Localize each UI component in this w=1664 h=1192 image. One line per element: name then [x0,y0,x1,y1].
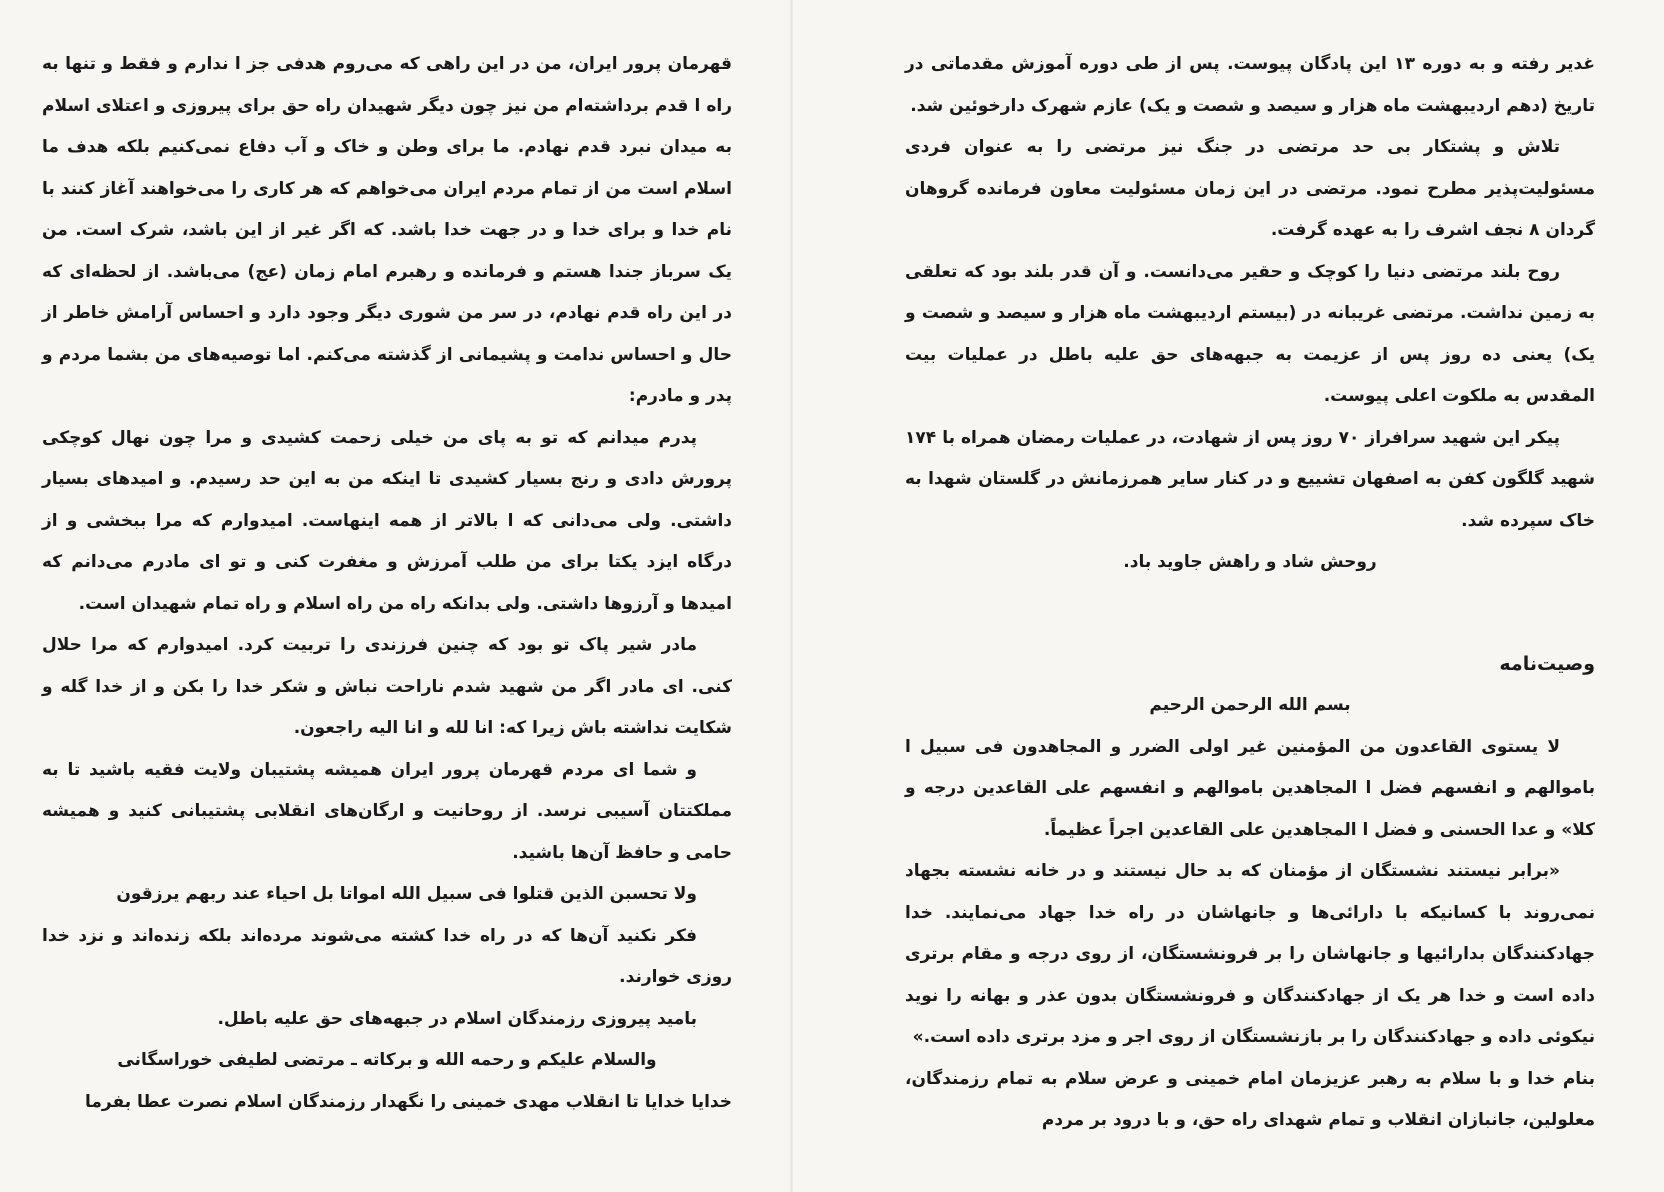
right-paragraph-1: غدیر رفته و به دوره ۱۳ این پادگان پیوست. پس از طی دوره آموزش مقدماتی در تاریخ (دهم اردیبهشت ماه هزار و سیصد و شصت و یک) عازم شهرک دارخوئین شد. [905,54,1595,116]
left-paragraph-2: پدرم میدانم که تو به پای من خیلی زحمت کشیدی و مرا چون نهال کوچکی پرورش دادی و رنج بسیار کشیدی تا اینکه من به این حد رسیدم. و امیدهای بسیار داشتی. ولی می‌دانی که ا بالاتر از همه اینهاست. امیدوارم که مرا ببخشی و از درگاه ایزد یکتا برای من طلب آمرزش و مغفرت کنی و تو ای مادرم می‌دانم که امیدها و آرزوها داشتی. ولی بدانکه راه من راه اسلام و راه تمام شهیدان است. [42,427,732,614]
signature-line: والسلام عليكم و رحمه الله و بركاته ـ مرتضی لطیفی خوراسگانی [117,1050,657,1070]
page-fold [790,0,793,1192]
quran-verse-2-arabic: ولا تحسبن الذين قتلوا فى سبيل الله امواتا بل احياء عند ربهم يرزقون [116,884,697,904]
left-paragraph-4: و شما ای مردم قهرمان پرور ایران همیشه پشتیبان ولایت فقیه باشید تا به مملکتتان آسیبی نرسد. از روحانیت و ارگان‌های انقلابی پشتیبانی کنید و همیشه حامی و حافظ آن‌ها باشید. [42,759,732,863]
bismillah: بسم الله الرحمن الرحيم [1149,695,1351,715]
left-paragraph-1: قهرمان پرور ایران، من در این راهی که می‌روم هدفی جز ا ندارم و فقط و تنها به راه ا قدم برداشته‌ام من نیز چون دیگر شهیدان راه حق برای پیروزی و اعتلای اسلام به میدان نبرد قدم نهادم. ما برای وطن و خاک و آب دفاع نمی‌کنیم بلکه هدف ما اسلام است من از تمام مردم ایران می‌خواهم که هر کاری را می‌خواهند آغاز کنند با نام خدا و برای خدا و در جهت خدا باشد. که اگر غیر از این باشد، شرک است. من یک سرباز جندا هستم و فرمانده و رهبرم امام زمان (عج) می‌باشد. از لحظه‌ای که در این راه قدم نهادم، در سر من شوری دیگر وجود دارد و احساس آرامش خاطر از حال و احساس ندامت و پشیمانی از گذشته می‌کنم. اما توصیه‌های من بشما مردم و پدر و مادرم: [42,54,732,406]
right-page [905,44,1595,1142]
quran-verse-arabic: لا يستوى القاعدون من المؤمنين غير اولى الضرر و المجاهدون فى سبيل ا باموالهم و انفسهم فضل ا المجاهدين باموالهم و انفسهم على القاعدين درجه و كلا» و عدا الحسنى و فضل ا المجاهدين على القاعدين اجراً عظيماً. [905,736,1595,840]
will-heading: وصیت‌نامه [1499,652,1595,675]
right-paragraph-8: بنام خدا و با سلام به رهبر عزیزمان امام خمینی و عرض سلام به تمام رزمندگان، معلولین، جانبازان انقلاب و تمام شهدای راه حق، و با درود بر مردم [905,1068,1595,1130]
quran-verse-translation: «برابر نیستند نشستگان از مؤمنان که بد حال نیستند و در خانه نشسته بجهاد نمی‌روند با کسانیکه با دارائی‌ها و جانهاشان در راه خدا جهاد می‌نمایند. خدا جهادکنندگان بدارائیها و جانهاشان را بر فرونشستگان، از روی درجه و مقام برتری داده است و خدا هر یک از جهادکنندگان و فرونشستگان بدون عذر و بهانه را نوید نیکوئی داده و جهادکنندگان را بر بازنشستگان از روی اجر و مزد برتری داده است.» [905,861,1595,1047]
quran-verse-2-translation: فکر نکنید آن‌ها که در راه خدا کشته می‌شوند مرده‌اند بلکه زنده‌اند و نزد خدا روزی خوارند. [42,925,732,987]
left-paragraph-3: مادر شیر پاک تو بود که چنین فرزندی را تربیت کرد. امیدوارم که مرا حلال کنی. ای مادر اگر من شهید شدم ناراحت نباش و شکر خدا را بکن و از خدا گله و شکایت نداشته باش زیرا که: انا لله و انا اليه راجعون. [42,635,732,738]
right-paragraph-4: پیکر این شهید سرافراز ۷۰ روز پس از شهادت، در عملیات رمضان همراه با ۱۷۴ شهید گلگون کفن به اصفهان تشییع و در کنار سایر همرزمانش در گلستان شهدا به خاک سپرده شد. [905,427,1595,531]
left-paragraph-7: بامید پیروزی رزمندگان اسلام در جبهه‌های حق علیه باطل. [217,1008,697,1029]
spacer [905,584,1595,614]
left-page [42,44,732,1123]
final-prayer: خدایا خدایا تا انقلاب مهدی خمینی را نگهدار رزمندگان اسلام نصرت عطا بفرما [85,1091,732,1112]
right-paragraph-3: روح بلند مرتضی دنیا را کوچک و حقیر می‌دانست. و آن قدر بلند بود که تعلقی به زمین نداشت. مرتضی غریبانه در (بیستم اردیبهشت ماه هزار و سیصد و شصت و یک) یعنی ده روز پس از عزیمت به جبهه‌های حق علیه باطل در عملیات بیت المقدس به ملکوت اعلی پیوست. [905,261,1595,406]
closing-prayer: روحش شاد و راهش جاوید باد. [1123,552,1377,572]
right-paragraph-2: تلاش و پشتکار بی حد مرتضی در جنگ نیز مرتضی را به عنوان فردی مسئولیت‌پذیر مطرح نمود. مرتضی در این زمان مسئولیت معاون فرمانده گروهان گردان ۸ نجف اشرف را به عهده گرفت. [905,137,1595,240]
